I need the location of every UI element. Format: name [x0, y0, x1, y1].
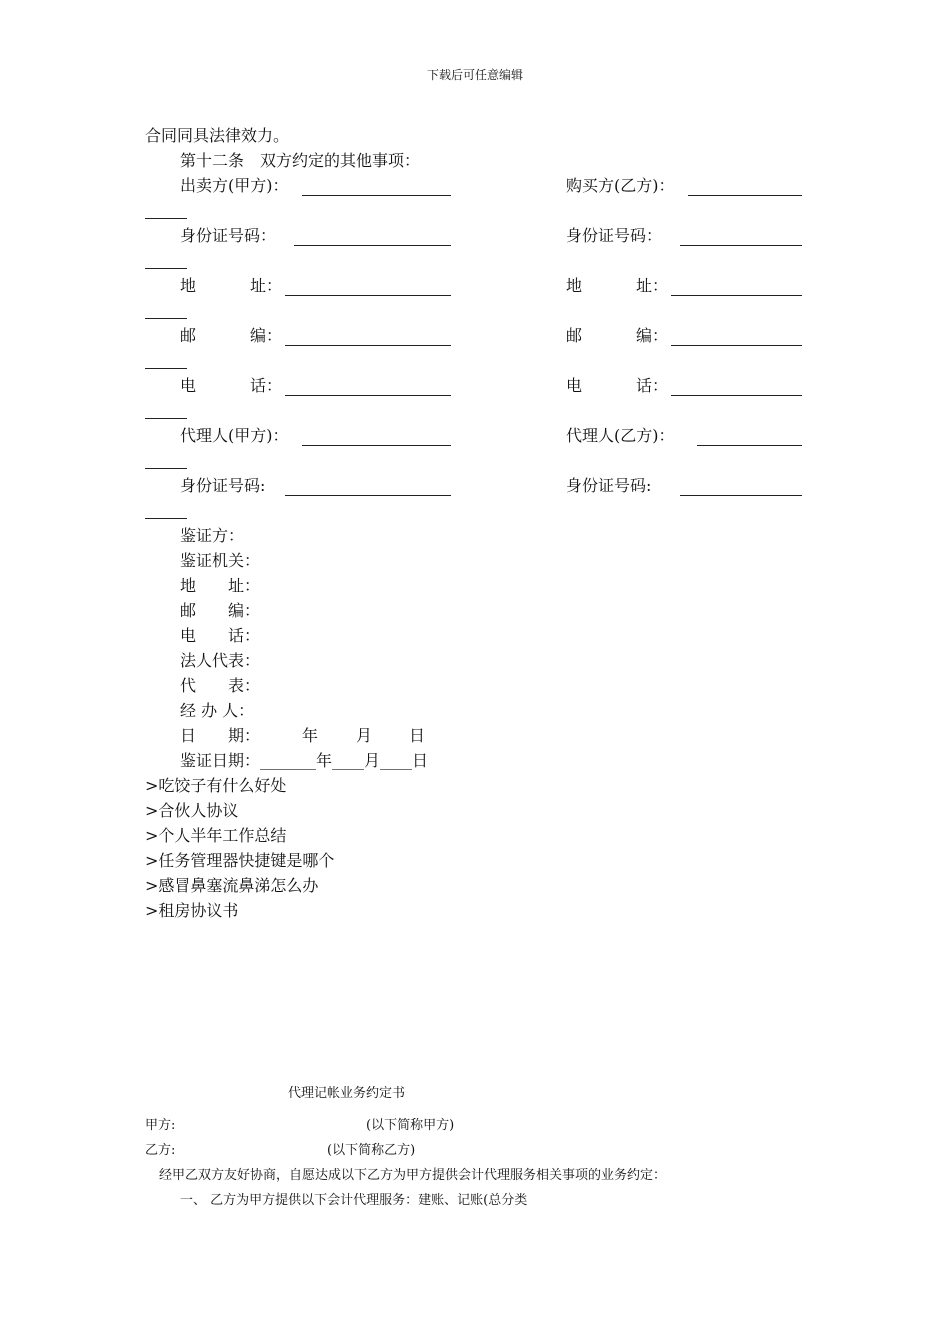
- buyer-tel-line[interactable]: [671, 395, 802, 396]
- notary-date-month: 月: [356, 726, 373, 745]
- buyer-tel-b: 话：: [636, 376, 669, 395]
- notary-legal-rep: 法人代表：: [180, 651, 261, 670]
- party-a-label: 甲方:: [145, 1118, 176, 1133]
- seller-addr-a: 地: [180, 276, 197, 295]
- agent-a-id-line[interactable]: [285, 495, 451, 496]
- seller-post-a: 邮: [180, 326, 197, 345]
- wrap-line-5: [145, 418, 187, 419]
- seller-tel-a: 电: [180, 376, 197, 395]
- party-a-note: (以下简称甲方): [366, 1118, 455, 1133]
- verify-date: 鉴证日期：_______年____月____日: [180, 751, 429, 770]
- seller-addr-b: 址：: [250, 276, 283, 295]
- buyer-id-label: 身份证号码：: [566, 226, 663, 245]
- notary-handler: 经 办 人：: [180, 701, 255, 720]
- buyer-id-line[interactable]: [680, 245, 802, 246]
- buyer-post-line[interactable]: [671, 345, 802, 346]
- wrap-line-1: [145, 218, 187, 219]
- wrap-line-7: [145, 518, 187, 519]
- buyer-addr-a: 地: [566, 276, 583, 295]
- party-b-label: 乙方:: [145, 1143, 176, 1158]
- buyer-addr-b: 址：: [636, 276, 669, 295]
- agent-a-line[interactable]: [302, 445, 451, 446]
- agent-b-line[interactable]: [697, 445, 802, 446]
- related-link[interactable]: >吃饺子有什么好处: [145, 776, 287, 795]
- notary-date-day: 日: [409, 726, 426, 745]
- buyer-tel-a: 电: [566, 376, 583, 395]
- buyer-line[interactable]: [688, 195, 802, 196]
- buyer-post-b: 编：: [636, 326, 669, 345]
- buyer-addr-line[interactable]: [671, 295, 802, 296]
- seller-line[interactable]: [302, 195, 451, 196]
- header-note: 下载后可任意编辑: [426, 68, 523, 82]
- seller-addr-line[interactable]: [285, 295, 451, 296]
- notary-tel: 电 话：: [180, 626, 261, 645]
- agreement-title: 代理记帐业务约定书: [288, 1086, 406, 1101]
- effect-text: 合同同具法律效力。: [145, 126, 290, 145]
- related-link[interactable]: >租房协议书: [145, 901, 239, 920]
- seller-id-label: 身份证号码：: [180, 226, 277, 245]
- seller-id-line[interactable]: [294, 245, 451, 246]
- buyer-post-a: 邮: [566, 326, 583, 345]
- wrap-line-2: [145, 268, 187, 269]
- article-12-heading: 第十二条 双方约定的其他事项：: [180, 151, 421, 170]
- seller-post-b: 编：: [250, 326, 283, 345]
- party-b-note: (以下简称乙方): [327, 1143, 416, 1158]
- wrap-line-6: [145, 468, 187, 469]
- agent-a-id-label: 身份证号码:: [180, 476, 266, 495]
- notary-party: 鉴证方：: [180, 526, 245, 545]
- notary-addr: 地 址：: [180, 576, 261, 595]
- notary-date-year: 年: [302, 726, 319, 745]
- notary-date: 日 期：: [180, 726, 261, 745]
- agent-a-label: 代理人(甲方)：: [180, 426, 289, 445]
- seller-tel-line[interactable]: [285, 395, 451, 396]
- wrap-line-4: [145, 368, 187, 369]
- wrap-line-3: [145, 318, 187, 319]
- related-link[interactable]: >任务管理器快捷键是哪个: [145, 851, 335, 870]
- buyer-label: 购买方(乙方)：: [566, 176, 675, 195]
- related-link[interactable]: >个人半年工作总结: [145, 826, 287, 845]
- intro-paragraph: 经甲乙双方友好协商，自愿达成以下乙方为甲方提供会计代理服务相关事项的业务约定：: [159, 1168, 667, 1183]
- agent-b-id-line[interactable]: [680, 495, 802, 496]
- notary-org: 鉴证机关：: [180, 551, 261, 570]
- related-link[interactable]: >感冒鼻塞流鼻涕怎么办: [145, 876, 319, 895]
- agent-b-label: 代理人(乙方)：: [566, 426, 675, 445]
- seller-tel-b: 话：: [250, 376, 283, 395]
- agent-b-id-label: 身份证号码:: [566, 476, 652, 495]
- seller-post-line[interactable]: [285, 345, 451, 346]
- notary-rep: 代 表：: [180, 676, 261, 695]
- seller-label: 出卖方(甲方)：: [180, 176, 289, 195]
- item-1: 一、 乙方为甲方提供以下会计代理服务：建账、记账(总分类: [180, 1193, 528, 1208]
- related-link[interactable]: >合伙人协议: [145, 801, 239, 820]
- notary-post: 邮 编：: [180, 601, 261, 620]
